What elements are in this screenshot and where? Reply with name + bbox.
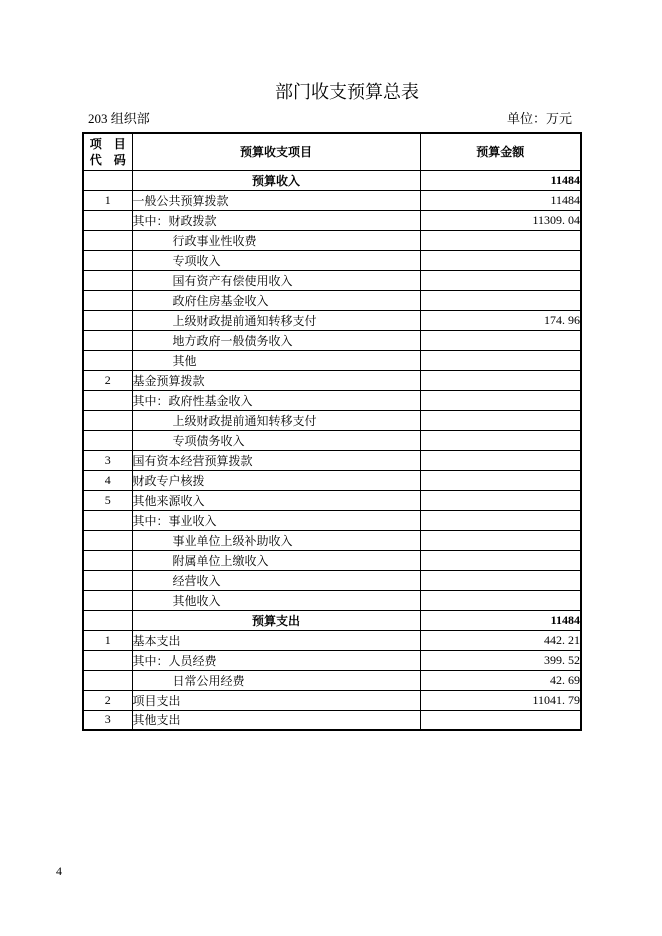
page-number: 4: [56, 864, 62, 878]
table-row: [83, 390, 581, 410]
item-cell: 其他来源收入: [132, 490, 420, 510]
item-cell: 国有资本经营预算拨款: [132, 450, 420, 470]
code-cell: [83, 250, 132, 270]
item-cell: 其中：人员经费: [132, 650, 420, 670]
page-title: 部门收支预算总表: [275, 82, 419, 102]
item-cell: 财政专户核拨: [132, 470, 420, 490]
code-cell: 1: [83, 190, 132, 210]
item-cell: 经营收入: [132, 570, 420, 590]
item-cell: 其中：政府性基金收入: [132, 390, 420, 410]
item-cell: 其他收入: [132, 590, 420, 610]
department-label: 203 组织部: [88, 111, 150, 126]
code-cell: [83, 530, 132, 550]
item-cell: 专项收入: [132, 250, 420, 270]
item-cell: 专项债务收入: [132, 430, 420, 450]
item-cell: 政府住房基金收入: [132, 290, 420, 310]
code-cell: [83, 550, 132, 570]
item-cell: 其中：事业收入: [132, 510, 420, 530]
table-row: [83, 490, 581, 510]
code-cell: [83, 670, 132, 690]
amount-cell: [420, 330, 581, 350]
table-row: [83, 470, 581, 490]
amount-cell: 11484: [420, 190, 581, 210]
code-cell: 3: [83, 450, 132, 470]
code-cell: [83, 510, 132, 530]
code-cell: 3: [83, 710, 132, 730]
table-row: [83, 670, 581, 690]
header-item-code-line1: 项 目: [89, 136, 126, 151]
code-cell: [83, 590, 132, 610]
unit-label: 单位：万元: [506, 111, 572, 126]
code-cell: [83, 210, 132, 230]
table-row: [83, 450, 581, 470]
item-cell: 事业单位上级补助收入: [132, 530, 420, 550]
amount-cell: [420, 250, 581, 270]
amount-cell: [420, 710, 581, 730]
table-row: [83, 550, 581, 570]
code-cell: [83, 390, 132, 410]
item-cell: 其他支出: [132, 710, 420, 730]
amount-cell: [420, 230, 581, 250]
amount-cell: [420, 590, 581, 610]
amount-cell: [420, 450, 581, 470]
amount-cell: 174. 96: [420, 310, 581, 330]
table-row: [83, 530, 581, 550]
amount-cell: [420, 430, 581, 450]
amount-cell: [420, 290, 581, 310]
amount-cell: 42. 69: [420, 670, 581, 690]
code-cell: [83, 610, 132, 630]
code-cell: [83, 290, 132, 310]
table-row: [83, 350, 581, 370]
table-row: [83, 290, 581, 310]
item-cell: 基本支出: [132, 630, 420, 650]
table-row: [83, 190, 581, 210]
code-cell: 2: [83, 370, 132, 390]
amount-cell: 11309. 04: [420, 210, 581, 230]
table-row: [83, 710, 581, 730]
header-budget-amount: 预算金额: [420, 133, 581, 170]
table-row: [83, 230, 581, 250]
code-cell: [83, 230, 132, 250]
code-cell: [83, 430, 132, 450]
code-cell: [83, 350, 132, 370]
amount-cell: [420, 490, 581, 510]
code-cell: 1: [83, 630, 132, 650]
amount-cell: 442. 21: [420, 630, 581, 650]
item-cell: 项目支出: [132, 690, 420, 710]
table-row: [83, 250, 581, 270]
amount-cell: [420, 350, 581, 370]
amount-cell: [420, 530, 581, 550]
code-cell: [83, 270, 132, 290]
item-cell: 预算收入: [132, 170, 420, 190]
item-cell: 上级财政提前通知转移支付: [132, 410, 420, 430]
amount-cell: 11484: [420, 610, 581, 630]
amount-cell: [420, 370, 581, 390]
code-cell: [83, 570, 132, 590]
table-header-row: [83, 133, 581, 170]
item-cell: 国有资产有偿使用收入: [132, 270, 420, 290]
code-cell: [83, 410, 132, 430]
item-cell: 附属单位上缴收入: [132, 550, 420, 570]
amount-cell: [420, 270, 581, 290]
table-row: [83, 590, 581, 610]
item-cell: 行政事业性收费: [132, 230, 420, 250]
table-row: [83, 630, 581, 650]
table-row: [83, 270, 581, 290]
item-cell: 日常公用经费: [132, 670, 420, 690]
table-row: [83, 370, 581, 390]
code-cell: [83, 170, 132, 190]
budget-table: [82, 132, 582, 731]
table-row: [83, 650, 581, 670]
table-row: [83, 310, 581, 330]
amount-cell: [420, 550, 581, 570]
item-cell: 上级财政提前通知转移支付: [132, 310, 420, 330]
amount-cell: 11041. 79: [420, 690, 581, 710]
amount-cell: [420, 390, 581, 410]
amount-cell: [420, 510, 581, 530]
table-row: [83, 210, 581, 230]
item-cell: 地方政府一般债务收入: [132, 330, 420, 350]
meta-row: [83, 110, 580, 128]
amount-cell: 11484: [420, 170, 581, 190]
item-cell: 其他: [132, 350, 420, 370]
table-row: [83, 570, 581, 590]
amount-cell: [420, 570, 581, 590]
code-cell: 4: [83, 470, 132, 490]
code-cell: 2: [83, 690, 132, 710]
header-item-code-line2: 代 码: [89, 152, 126, 167]
table-row: [83, 330, 581, 350]
item-cell: 基金预算拨款: [132, 370, 420, 390]
table-row: [83, 510, 581, 530]
code-cell: [83, 330, 132, 350]
code-cell: [83, 650, 132, 670]
table-row: [83, 690, 581, 710]
header-item-code: [83, 133, 132, 170]
table-row: [83, 410, 581, 430]
table-row: [83, 430, 581, 450]
code-cell: 5: [83, 490, 132, 510]
item-cell: 预算支出: [132, 610, 420, 630]
section-row-income: [83, 170, 581, 190]
header-budget-item: 预算收支项目: [132, 133, 420, 170]
amount-cell: 399. 52: [420, 650, 581, 670]
amount-cell: [420, 470, 581, 490]
amount-cell: [420, 410, 581, 430]
section-row-expenditure: [83, 610, 581, 630]
item-cell: 其中：财政拨款: [132, 210, 420, 230]
code-cell: [83, 310, 132, 330]
item-cell: 一般公共预算拨款: [132, 190, 420, 210]
